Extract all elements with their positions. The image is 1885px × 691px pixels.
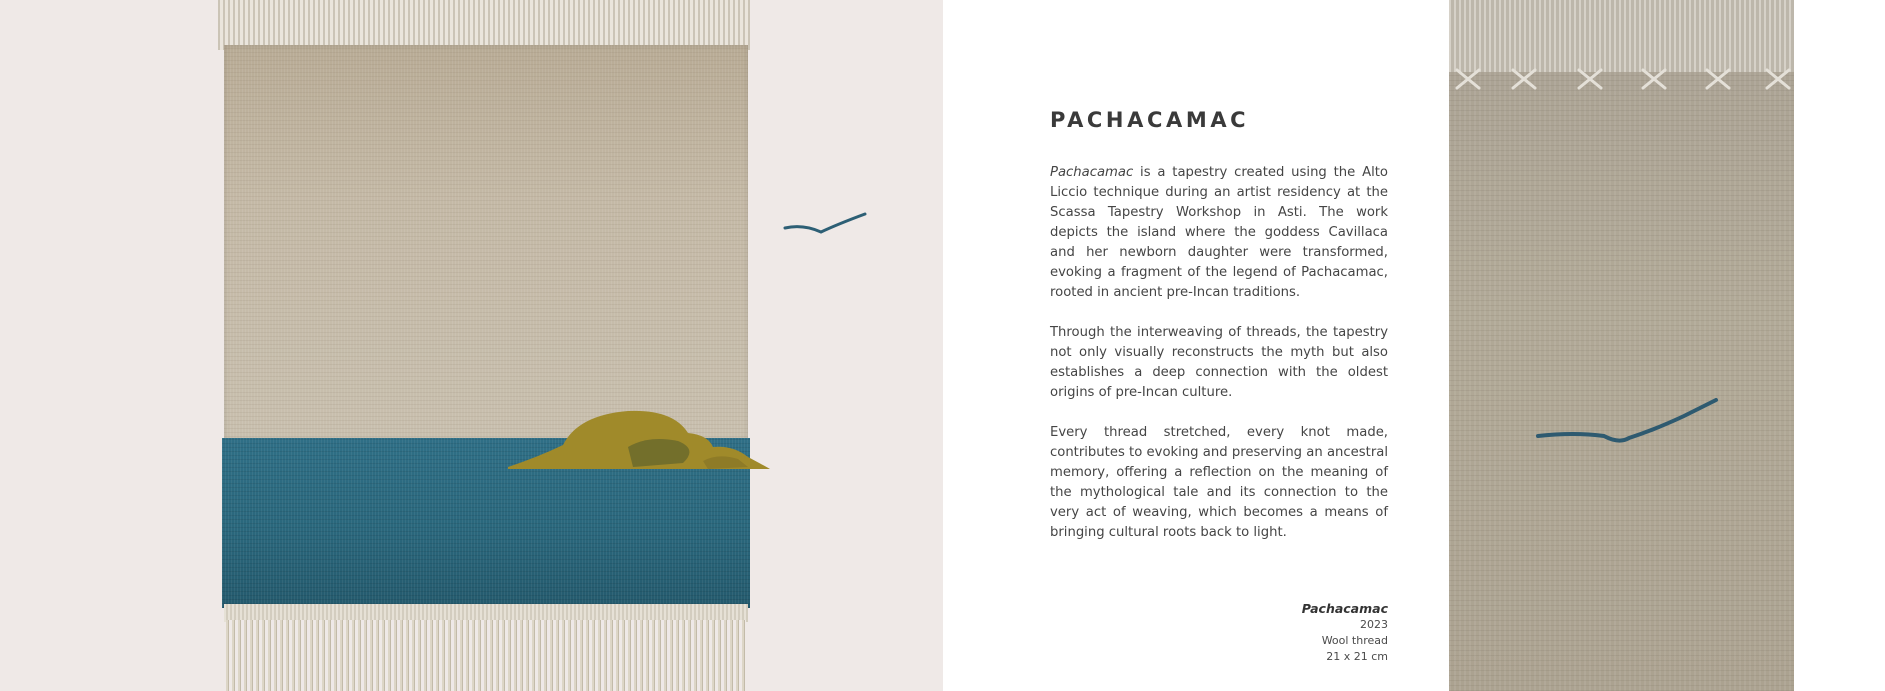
- paragraph-2: Through the interweaving of threads, the tapestry not only visually reconstructs the myth but also establishes a deep connection with the oldest origins of pre-Incan culture.: [1050, 325, 1388, 400]
- bottom-fringe: [226, 620, 746, 691]
- tapestry-detail-image: [1449, 0, 1794, 691]
- artwork-name-italic: Pachacamac: [1050, 165, 1134, 180]
- paragraph-1: [1050, 163, 1388, 303]
- island-motif: [508, 405, 770, 475]
- paragraph-1-text: is a tapestry created using the Alto Liccio technique during an artist residency at the Scassa Tapestry Workshop in Asti. The work depicts the island where the goddess Cavillaca and her newborn daughter were transformed, evoking a fragment of the legend of Pachacamac, rooted in ancient pre-Incan traditions.: [1050, 165, 1388, 300]
- description-text: [1050, 163, 1388, 563]
- bird-motif: [783, 210, 873, 240]
- caption-title: Pachacamac: [1301, 601, 1388, 616]
- cross-stitches: [1449, 62, 1794, 102]
- tapestry-full-view: [218, 0, 750, 691]
- artwork-caption: [1302, 600, 1388, 665]
- caption-dimensions: 21 x 21 cm: [1326, 650, 1388, 663]
- caption-year: 2023: [1360, 618, 1388, 631]
- top-warp-threads: [218, 0, 750, 50]
- paragraph-3: Every thread stretched, every knot made, contributes to evoking and preserving an ancestral memory, offering a reflection on the meaning of the mythological tale and its connection to the very act of weaving, which becomes a means of bringing cultural roots back to light.: [1050, 425, 1388, 540]
- page-title: PACHACAMAC: [1050, 108, 1250, 132]
- bird-detail-motif: [1534, 398, 1724, 454]
- artwork-description: [1050, 0, 1388, 691]
- linen-sky-area: [224, 45, 748, 441]
- caption-material: Wool thread: [1321, 634, 1388, 647]
